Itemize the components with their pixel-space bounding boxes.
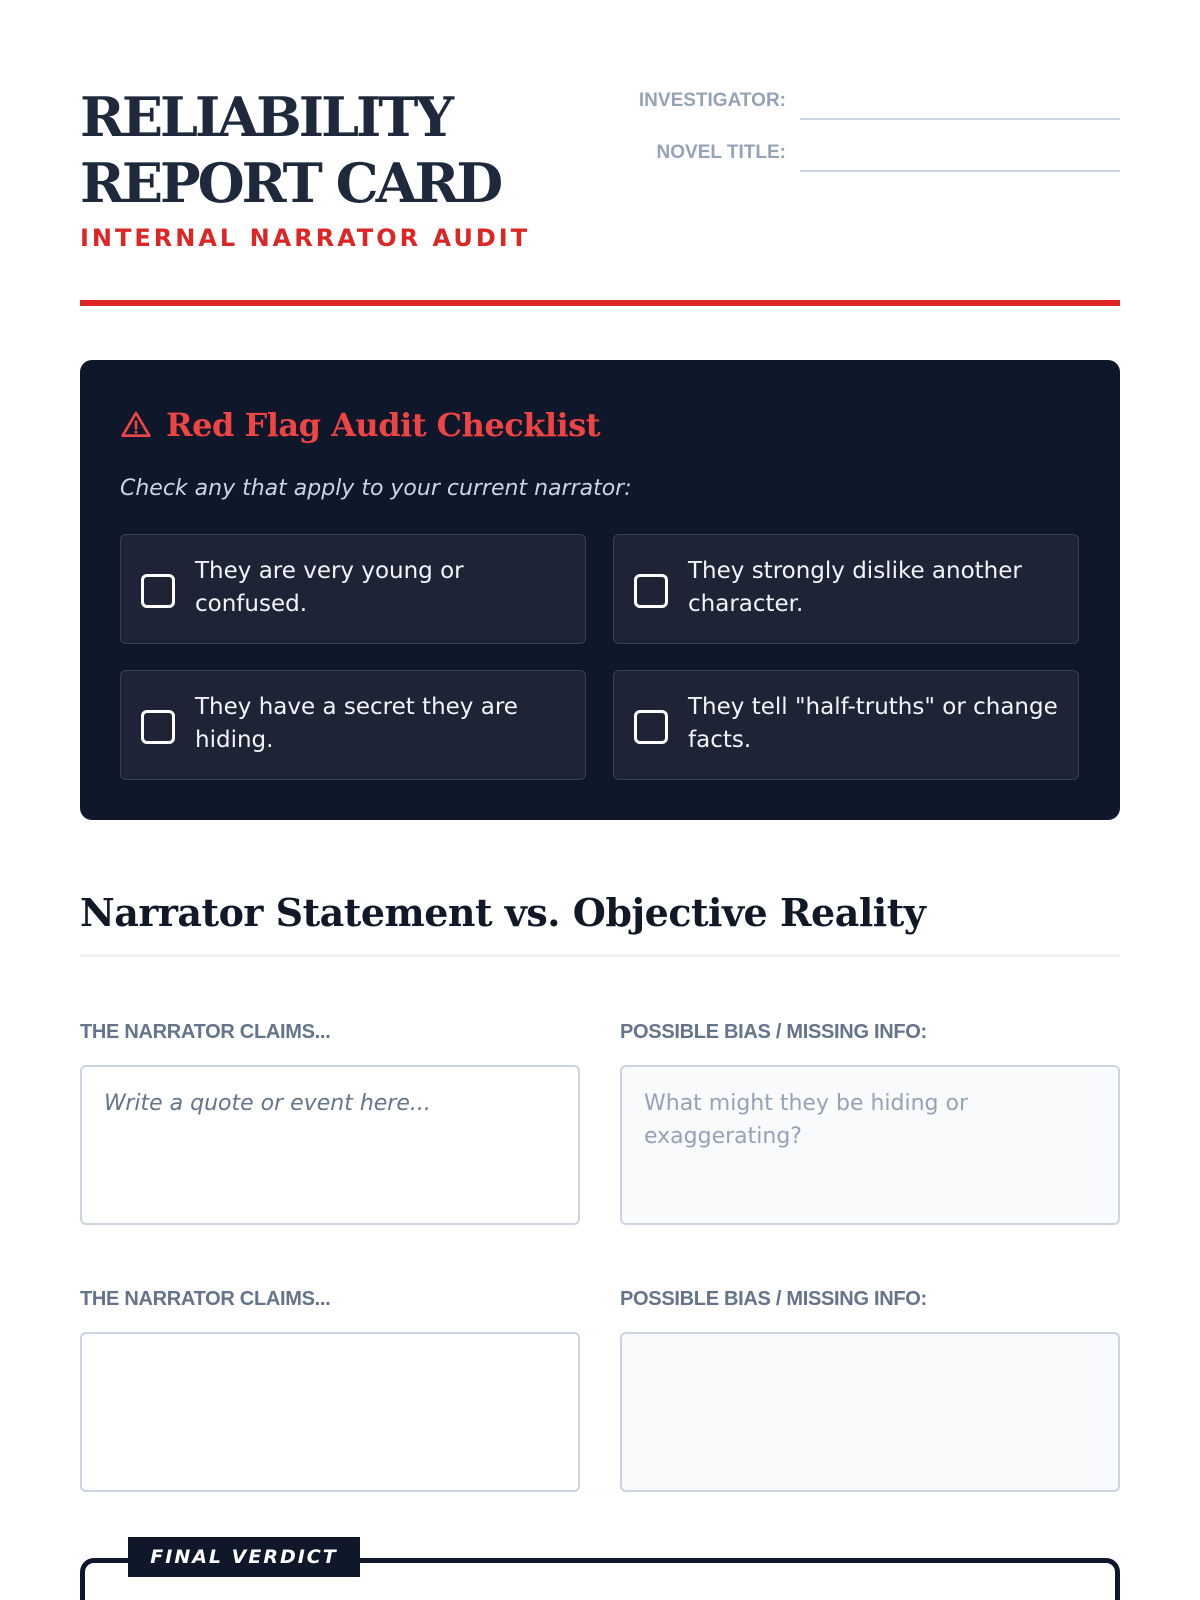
comparison-heading: Narrator Statement vs. Objective Reality	[80, 890, 926, 935]
red-flag-title: Red Flag Audit Checklist	[166, 406, 600, 444]
checklist-item[interactable]	[613, 534, 1079, 644]
bias-input[interactable]	[620, 1332, 1120, 1492]
checkbox[interactable]	[634, 710, 668, 744]
red-flag-panel	[80, 360, 1120, 820]
novel-title-row	[620, 132, 1120, 172]
investigator-field[interactable]	[800, 80, 1120, 120]
claim-label: THE NARRATOR CLAIMS...	[80, 1021, 331, 1043]
investigator-row	[620, 80, 1120, 120]
header-divider	[80, 300, 1120, 306]
checklist-item-label: They have a secret they are hiding.	[195, 694, 518, 753]
page-subtitle: INTERNAL NARRATOR AUDIT	[80, 224, 531, 252]
bias-label: POSSIBLE BIAS / MISSING INFO:	[620, 1021, 927, 1043]
claim-input[interactable]	[80, 1065, 580, 1225]
bias-label: POSSIBLE BIAS / MISSING INFO:	[620, 1288, 927, 1310]
title-line-2: REPORT CARD	[80, 151, 501, 215]
final-verdict-tag: FINAL VERDICT	[128, 1537, 360, 1577]
claim-input[interactable]	[80, 1332, 580, 1492]
checklist-item-label: They strongly dislike another character.	[688, 558, 1022, 617]
title-line-1: RELIABILITY	[80, 85, 452, 149]
red-flag-header	[120, 404, 600, 446]
novel-title-label: NOVEL TITLE:	[656, 142, 786, 163]
novel-title-field[interactable]	[800, 132, 1120, 172]
checkbox[interactable]	[141, 710, 175, 744]
page-title	[80, 84, 640, 216]
red-flag-instructions: Check any that apply to your current narrator:	[120, 476, 632, 501]
comparison-divider	[80, 954, 1120, 957]
claim-label: THE NARRATOR CLAIMS...	[80, 1288, 331, 1310]
checkbox[interactable]	[634, 574, 668, 608]
checkbox[interactable]	[141, 574, 175, 608]
bias-input[interactable]	[620, 1065, 1120, 1225]
checklist-item-label: They are very young or confused.	[195, 558, 464, 617]
warning-triangle-icon	[120, 409, 152, 441]
checklist-item[interactable]	[120, 534, 586, 644]
checklist-item[interactable]	[120, 670, 586, 780]
worksheet-page	[80, 0, 1120, 1600]
checklist-item-label: They tell "half-truths" or change facts.	[688, 694, 1058, 753]
checklist-item[interactable]	[613, 670, 1079, 780]
investigator-label: INVESTIGATOR:	[638, 90, 786, 111]
